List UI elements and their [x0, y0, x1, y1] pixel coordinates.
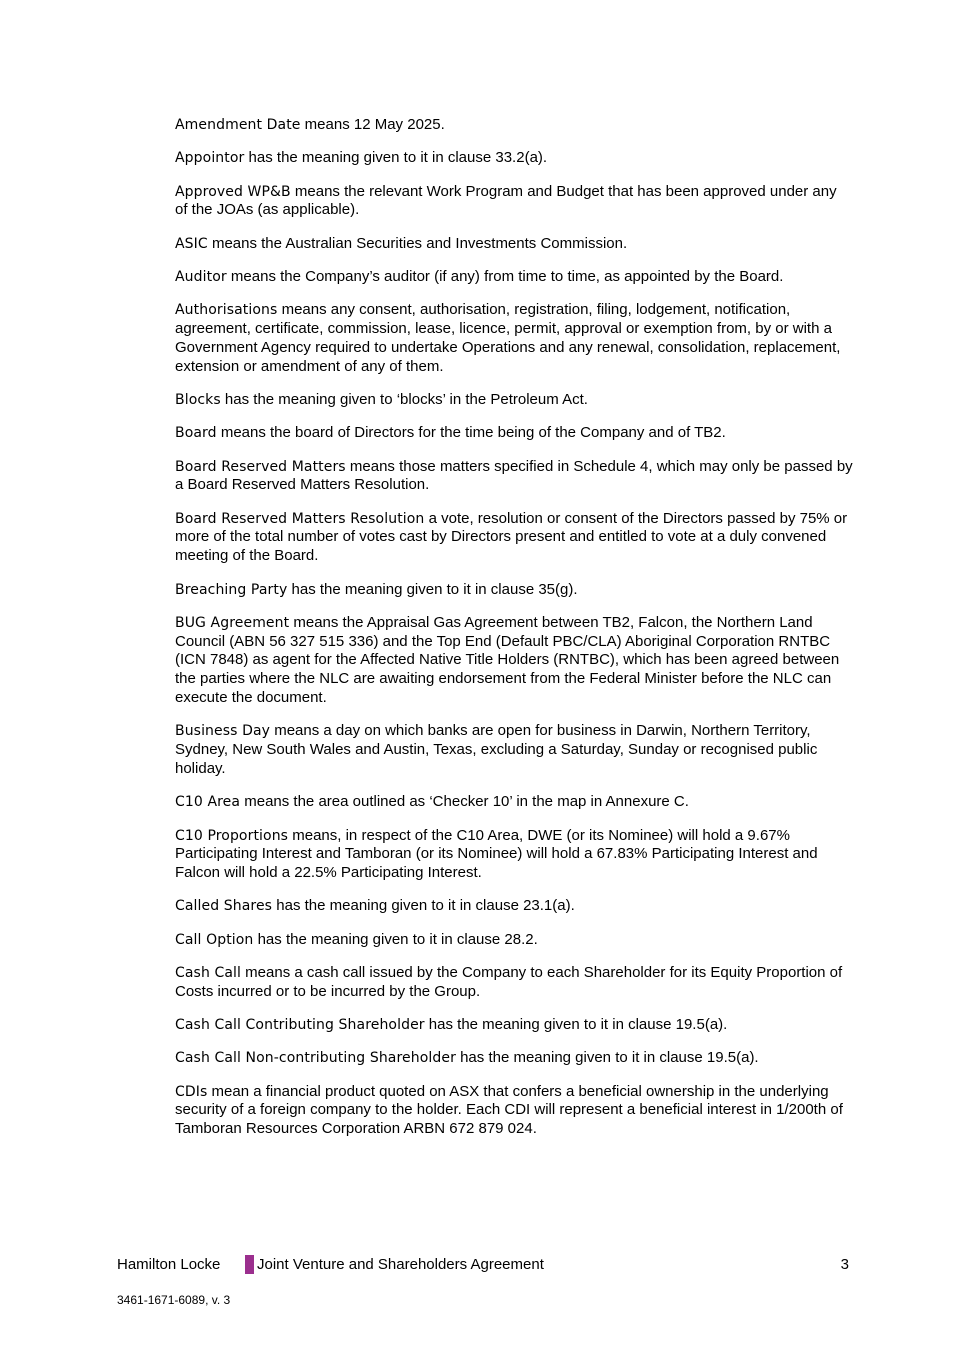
definition-text: means those matters specified in Schedule 4, which may only be passed by a Board Reserved Matters Resolution.	[175, 457, 853, 494]
defined-term: Cash Call Contributing Shareholder	[175, 1017, 425, 1034]
page-number: 3	[840, 1256, 849, 1273]
defined-term: ASIC	[175, 235, 208, 252]
definition-text: has the meaning given to ‘blocks’ in the Petroleum Act.	[220, 390, 588, 408]
defined-term: Board	[175, 425, 217, 442]
defined-term: Appointor	[175, 150, 245, 167]
definition-text: means the area outlined as ‘Checker 10’ in the map in Annexure C.	[240, 793, 689, 811]
definition-breaching-party	[175, 581, 853, 600]
definition-cash-call-non-contributing-shareholder	[175, 1049, 853, 1068]
definition-text: means the board of Directors for the time being of the Company and of TB2.	[216, 424, 726, 442]
definition-board-reserved-matters	[175, 458, 853, 496]
defined-term: Cash Call	[175, 965, 242, 981]
definition-call-option	[175, 931, 853, 950]
definition-cdis	[175, 1083, 853, 1139]
definition-board-reserved-matters-resolution	[175, 510, 853, 566]
definition-text: has the meaning given to it in clause 35(g).	[287, 580, 578, 598]
definition-called-shares	[175, 897, 853, 916]
defined-term: Cash Call Non-contributing Shareholder	[175, 1050, 456, 1067]
definition-amendment-date	[175, 116, 853, 135]
defined-term: Blocks	[175, 391, 221, 408]
defined-term: Business Day	[175, 723, 271, 740]
defined-term: Authorisations	[175, 302, 278, 319]
document-id: 3461-1671-6089, v. 3	[117, 1293, 231, 1307]
page-footer	[117, 1254, 849, 1276]
definition-bug-agreement	[175, 614, 853, 708]
definition-blocks	[175, 391, 853, 410]
definition-business-day	[175, 722, 853, 778]
definition-cash-call	[175, 964, 853, 1002]
footer-document-title: Joint Venture and Shareholders Agreement	[257, 1256, 544, 1273]
defined-term: Auditor	[175, 268, 227, 285]
defined-term: Board Reserved Matters	[175, 458, 346, 475]
defined-term: Amendment Date	[175, 117, 301, 133]
definition-text: means any consent, authorisation, registration, filing, lodgement, notification, agreement, certificate, commission, lease, licence, permit, approval or exemption from, by or with a Government Agency required to undertake Operations and any renewal, consolidation, replacement, extension or amendment of any of them.	[175, 301, 841, 375]
defined-term: Called Shares	[175, 898, 273, 915]
defined-term: Board Reserved Matters Resolution	[175, 510, 425, 527]
defined-term: Approved WP&B	[175, 183, 291, 200]
defined-term: C10 Area	[175, 794, 241, 811]
definition-text: means a cash call issued by the Company to each Shareholder for its Equity Proportion of Costs incurred or to be incurred by the Group.	[175, 964, 843, 1000]
definition-board	[175, 424, 853, 443]
definitions-list	[175, 116, 853, 1154]
definition-approved-wpb	[175, 183, 853, 221]
definition-text: has the meaning given to it in clause 33.2(a).	[244, 149, 548, 167]
definition-text: means, in respect of the C10 Area, DWE (or its Nominee) will hold a 9.67% Participating Interest and Tamboran (or its Nominee) will hold a 67.83% Participating Interest and Falcon will hold a 22.5% Participating Interest.	[175, 826, 818, 882]
definition-text: means the Company’s auditor (if any) from time to time, as appointed by the Board.	[226, 267, 784, 285]
defined-term: CDIs	[175, 1083, 208, 1100]
definition-authorisations	[175, 301, 853, 376]
definition-text: has the meaning given to it in clause 23.1(a).	[272, 897, 575, 915]
definition-text: means 12 May 2025.	[300, 116, 445, 133]
definition-text: means the Appraisal Gas Agreement between TB2, Falcon, the Northern Land Council (ABN 56 327 515 336) and the Top End (Default PBC/CLA) Aboriginal Corporation RNTBC (ICN 7848) as agent for the Affected Native Title Holders (RNTBC), which has been agreed between the parties where the NLC are awaiting endorsement from the Federal Minister before the NLC can execute the document.	[175, 613, 840, 707]
definition-cash-call-contributing-shareholder	[175, 1016, 853, 1035]
definition-text: means the relevant Work Program and Budget that has been approved under any of the JOAs (as applicable).	[175, 182, 837, 219]
definition-text: means the Australian Securities and Investments Commission.	[207, 234, 628, 252]
definition-text: mean a financial product quoted on ASX that confers a beneficial ownership in the underlying security of a foreign company to the holder. Each CDI will represent a beneficial interest in 1/200th of Tamboran Resources Corporation ARBN 672 879 024.	[175, 1082, 843, 1138]
definition-asic	[175, 235, 853, 254]
definition-text: has the meaning given to it in clause 19.5(a).	[455, 1049, 759, 1067]
footer-firm-name: Hamilton Locke	[117, 1256, 221, 1273]
definition-text: a vote, resolution or consent of the Directors passed by 75% or more of the total number of votes cast by Directors present and entitled to vote at a duly convened meeting of the Board.	[175, 509, 848, 565]
defined-term: C10 Proportions	[175, 827, 289, 844]
definition-c10-area	[175, 793, 853, 812]
defined-term: Breaching Party	[175, 581, 288, 598]
definition-text: has the meaning given to it in clause 19.5(a).	[424, 1016, 728, 1034]
defined-term: Call Option	[175, 931, 254, 948]
definition-text: means a day on which banks are open for business in Darwin, Northern Territory, Sydney, New South Wales and Austin, Texas, excluding a Saturday, Sunday or recognised public holiday.	[175, 722, 818, 777]
definition-text: has the meaning given to it in clause 28.2.	[253, 930, 538, 948]
footer-accent-bar	[245, 1255, 254, 1274]
defined-term: BUG Agreement	[175, 614, 290, 631]
definition-appointor	[175, 149, 853, 168]
definition-auditor	[175, 268, 853, 287]
definition-c10-proportions	[175, 827, 853, 883]
